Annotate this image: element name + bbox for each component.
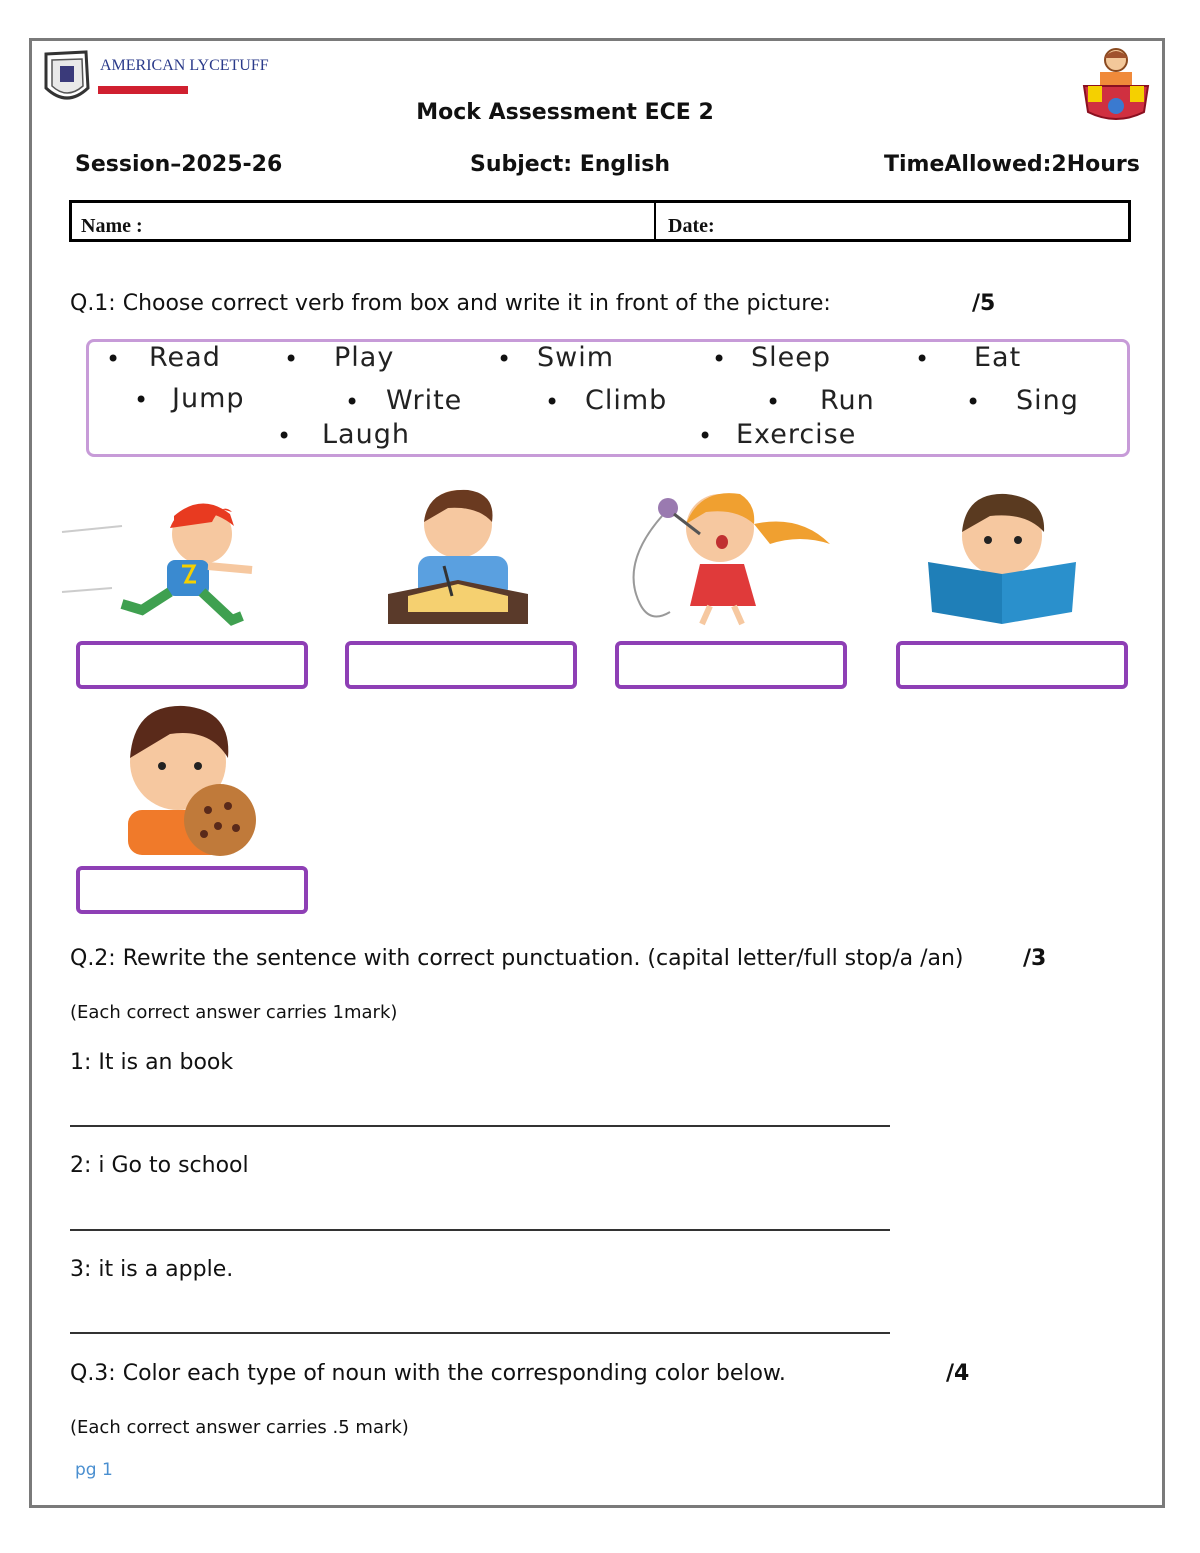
verb-sleep: Sleep	[751, 342, 832, 373]
q3-note: (Each correct answer carries .5 mark)	[70, 1417, 409, 1438]
student-info-box	[69, 200, 1131, 242]
answer-line-2[interactable]	[70, 1229, 890, 1231]
answer-box-1[interactable]	[76, 641, 308, 689]
verb-climb: Climb	[585, 385, 668, 416]
bullet: •	[766, 388, 781, 416]
verb-eat: Eat	[974, 342, 1022, 373]
name-label: Name :	[81, 215, 143, 237]
q2-item-3: 3: it is a apple.	[70, 1257, 234, 1282]
verb-jump: Jump	[172, 383, 245, 414]
answer-line-3[interactable]	[70, 1332, 890, 1334]
q1-prompt: Q.1: Choose correct verb from box and write it in front of the picture:	[70, 291, 831, 316]
boy-reading-illustration	[922, 488, 1087, 628]
name-date-divider	[654, 203, 656, 239]
session-label: Session–2025-26	[75, 152, 283, 177]
bullet: •	[277, 422, 292, 450]
boy-writing-illustration	[378, 484, 543, 632]
bullet: •	[545, 388, 560, 416]
verb-exercise: Exercise	[736, 419, 857, 450]
page-title: Mock Assessment ECE 2	[416, 100, 714, 125]
answer-line-1[interactable]	[70, 1125, 890, 1127]
bullet: •	[915, 345, 930, 373]
answer-box-3[interactable]	[615, 641, 847, 689]
verb-read: Read	[149, 342, 221, 373]
verb-write: Write	[386, 385, 463, 416]
boy-running-illustration	[62, 492, 282, 632]
bullet: •	[712, 345, 727, 373]
answer-box-2[interactable]	[345, 641, 577, 689]
school-name: AMERICAN LYCETUFF	[100, 57, 269, 74]
bullet: •	[106, 345, 121, 373]
verb-laugh: Laugh	[322, 419, 410, 450]
q2-item-2: 2: i Go to school	[70, 1153, 249, 1178]
verb-run: Run	[820, 385, 875, 416]
girl-singing-illustration	[610, 484, 840, 632]
time-allowed-label: TimeAllowed:2Hours	[884, 152, 1140, 177]
q2-note: (Each correct answer carries 1mark)	[70, 1002, 398, 1023]
q2-prompt: Q.2: Rewrite the sentence with correct punctuation. (capital letter/full stop/a /an)	[70, 946, 964, 971]
answer-box-5[interactable]	[76, 866, 308, 914]
page-number: pg 1	[75, 1460, 113, 1480]
q3-prompt: Q.3: Color each type of noun with the corresponding color below.	[70, 1361, 786, 1386]
q2-marks: /3	[1023, 946, 1047, 971]
verb-sing: Sing	[1016, 385, 1079, 416]
verb-play: Play	[334, 342, 395, 373]
q2-item-1: 1: It is an book	[70, 1050, 234, 1075]
boy-eating-illustration	[100, 700, 275, 855]
subject-label: Subject: English	[470, 152, 671, 177]
bullet: •	[134, 386, 149, 414]
verb-swim: Swim	[537, 342, 615, 373]
bullet: •	[345, 388, 360, 416]
bullet: •	[698, 422, 713, 450]
date-label: Date:	[668, 215, 715, 237]
bullet: •	[966, 388, 981, 416]
answer-box-4[interactable]	[896, 641, 1128, 689]
q3-marks: /4	[946, 1361, 970, 1386]
bullet: •	[497, 345, 512, 373]
q1-marks: /5	[972, 291, 996, 316]
bullet: •	[284, 345, 299, 373]
